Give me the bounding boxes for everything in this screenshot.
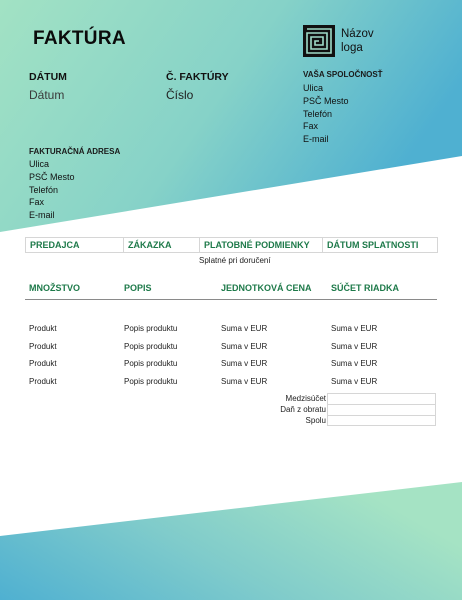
- table-row: [29, 324, 439, 342]
- items-header-unit-price: JEDNOTKOVÁ CENA: [221, 283, 312, 293]
- company-phone[interactable]: Telefón: [303, 108, 333, 119]
- totals-block: [230, 393, 436, 426]
- items-header-line-total: SÚČET RIADKA: [331, 283, 400, 293]
- date-label: DÁTUM: [29, 71, 67, 83]
- total-label: Spolu: [305, 416, 326, 425]
- billing-fax[interactable]: Fax: [29, 197, 45, 208]
- company-address: [303, 82, 349, 146]
- terms-header-due-date: DÁTUM SPLATNOSTI: [327, 240, 419, 250]
- invoice-number-value[interactable]: Číslo: [166, 88, 194, 102]
- billing-phone[interactable]: Telefón: [29, 184, 59, 195]
- table-row: [29, 342, 439, 360]
- item-description[interactable]: Popis produktu: [124, 376, 178, 386]
- terms-header-seller: PREDAJCA: [26, 238, 124, 252]
- logo-text-line-1: Názov: [341, 28, 374, 40]
- table-row: [29, 359, 439, 377]
- subtotal-field[interactable]: [327, 393, 436, 404]
- billing-label: FAKTURAČNÁ ADRESA: [29, 147, 121, 156]
- items-header-row: [25, 283, 437, 300]
- logo-maze-icon: [303, 25, 335, 57]
- item-quantity[interactable]: Produkt: [29, 376, 57, 386]
- tax-label: Daň z obratu: [280, 405, 326, 414]
- company-zip-city[interactable]: PSČ Mesto: [303, 95, 349, 106]
- tax-row: [230, 404, 436, 415]
- billing-street[interactable]: Ulica: [29, 159, 50, 169]
- items-header-description: POPIS: [124, 283, 152, 293]
- item-unit-price[interactable]: Suma v EUR: [221, 376, 268, 386]
- company-street[interactable]: Ulica: [303, 83, 324, 93]
- item-line-total[interactable]: Suma v EUR: [331, 341, 378, 351]
- bottom-gradient-band: [0, 482, 462, 600]
- billing-zip-city[interactable]: PSČ Mesto: [29, 171, 75, 182]
- company-fax[interactable]: Fax: [303, 121, 319, 132]
- billing-address: [29, 158, 75, 222]
- item-description[interactable]: Popis produktu: [124, 324, 178, 333]
- invoice-number-label: Č. FAKTÚRY: [166, 71, 229, 83]
- item-line-total[interactable]: Suma v EUR: [331, 324, 378, 333]
- terms-header-order: ZÁKAZKA: [124, 238, 200, 252]
- company-email[interactable]: E-mail: [303, 134, 329, 145]
- item-quantity[interactable]: Produkt: [29, 359, 57, 368]
- billing-email[interactable]: E-mail: [29, 210, 55, 221]
- item-line-total[interactable]: Suma v EUR: [331, 359, 378, 368]
- table-row: [29, 377, 439, 395]
- item-unit-price[interactable]: Suma v EUR: [221, 324, 268, 333]
- items-header-quantity: MNOŽSTVO: [29, 283, 80, 293]
- logo-placeholder-text: [341, 27, 401, 55]
- subtotal-row: [230, 393, 436, 404]
- item-unit-price[interactable]: Suma v EUR: [221, 359, 268, 368]
- item-unit-price[interactable]: Suma v EUR: [221, 341, 268, 351]
- terms-header-table: [25, 237, 438, 253]
- terms-header-payment-terms: PLATOBNÉ PODMIENKY: [200, 238, 323, 252]
- item-quantity[interactable]: Produkt: [29, 341, 57, 351]
- date-value[interactable]: Dátum: [29, 88, 65, 102]
- payment-terms-value[interactable]: Splatné pri doručení: [199, 256, 271, 265]
- subtotal-label: Medzisúčet: [285, 394, 326, 403]
- tax-field[interactable]: [327, 404, 436, 415]
- invoice-title: FAKTÚRA: [33, 28, 126, 49]
- item-description[interactable]: Popis produktu: [124, 341, 178, 351]
- total-field[interactable]: [327, 415, 436, 426]
- item-quantity[interactable]: Produkt: [29, 324, 57, 333]
- item-line-total[interactable]: Suma v EUR: [331, 376, 378, 386]
- logo-text-line-2: loga: [341, 42, 363, 54]
- items-table-body: [29, 324, 439, 394]
- item-description[interactable]: Popis produktu: [124, 359, 178, 368]
- total-row: [230, 415, 436, 426]
- company-label: VAŠA SPOLOČNOSŤ: [303, 70, 383, 79]
